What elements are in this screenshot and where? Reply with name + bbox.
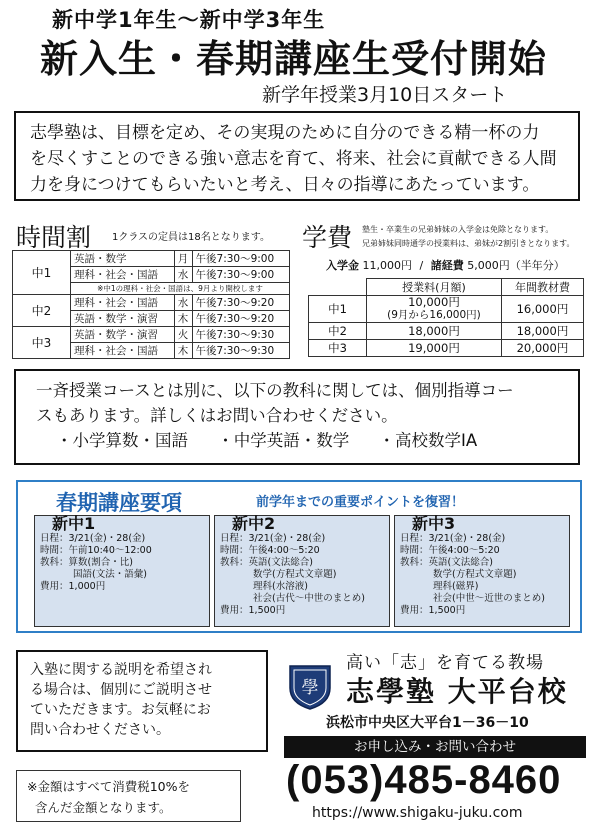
timetable-table bbox=[12, 250, 290, 359]
time-cell: 午後7:30～9:30 bbox=[192, 327, 289, 343]
grade-cell: 中2 bbox=[13, 295, 71, 327]
card-subject: 教科：英語(文法総合) bbox=[400, 557, 493, 568]
intro-line: を尽くすことのできる強い意志を育て、将来、社会に貢献できる人間 bbox=[30, 149, 557, 169]
card-subject: 教科：算数(割合・比) bbox=[40, 557, 133, 568]
fees-note: 塾生・卒業生の兄弟姉妹の入学金は免除となります。 bbox=[362, 225, 554, 234]
tuition-cell bbox=[367, 296, 502, 323]
start-date: 新学年授業3月10日スタート bbox=[262, 84, 508, 106]
time-cell: 午後7:30～9:30 bbox=[192, 343, 289, 359]
time-cell: 午後7:30～9:20 bbox=[192, 295, 289, 311]
spring-card-grade3 bbox=[394, 515, 570, 627]
subject-cell: 理科・社会・国語 bbox=[71, 295, 175, 311]
grade-cell: 中2 bbox=[309, 323, 367, 340]
intro-box bbox=[14, 111, 580, 201]
grade-cell: 中3 bbox=[13, 327, 71, 359]
timetable-note: 1クラスの定員は18名となります。 bbox=[112, 232, 270, 243]
day-cell: 水 bbox=[174, 295, 192, 311]
time-cell: 午後7:30～9:00 bbox=[192, 251, 289, 267]
course-item: ・小学算数・国語 bbox=[56, 431, 188, 450]
card-time: 時間：午前10:40～12:00 bbox=[40, 545, 152, 556]
table-header-row bbox=[309, 279, 584, 296]
card-subject: 社会(古代～中世のまとめ) bbox=[253, 593, 365, 604]
fees-note: 兄弟姉妹同時通学の授業料は、弟妹が2割引きとなります。 bbox=[362, 239, 575, 248]
course-line: 一斉授業コースとは別に、以下の教科に関しては、個別指導コー bbox=[36, 381, 514, 400]
entry-fee-line bbox=[326, 257, 565, 273]
day-cell: 月 bbox=[174, 251, 192, 267]
phone-number[interactable]: (053)485-8460 bbox=[286, 758, 562, 802]
course-line: スもあります。詳しくはお問い合わせください。 bbox=[36, 406, 398, 425]
school-name: 志學塾 大平台校 bbox=[346, 675, 568, 708]
subject-cell: 英語・数学・演習 bbox=[71, 327, 175, 343]
intro-line: 志學塾は、目標を定め、その実現のために自分のできる精一杯の力 bbox=[30, 123, 540, 143]
card-title: 新中3 bbox=[412, 514, 456, 533]
card-time: 時間：午後4:00～5:20 bbox=[400, 545, 500, 556]
day-cell: 水 bbox=[174, 267, 192, 283]
table-row bbox=[309, 340, 584, 357]
time-cell: 午後7:30～9:20 bbox=[192, 311, 289, 327]
school-address: 浜松市中央区大平台1－36－10 bbox=[326, 715, 529, 731]
card-fee: 費用：1,500円 bbox=[220, 605, 286, 616]
day-cell: 木 bbox=[174, 343, 192, 359]
time-cell: 午後7:30～9:00 bbox=[192, 267, 289, 283]
card-date: 日程：3/21(金)・28(金) bbox=[400, 533, 506, 544]
spring-card-grade1 bbox=[34, 515, 210, 627]
tuition-cell: 19,000円 bbox=[367, 340, 502, 357]
subject-cell: 英語・数学 bbox=[71, 251, 175, 267]
card-subject: 数学(方程式文章題) bbox=[433, 569, 517, 580]
table-row bbox=[13, 295, 290, 311]
entry-fee-label: 入学金 bbox=[326, 259, 359, 272]
subject-cell: 理科・社会・国語 bbox=[71, 267, 175, 283]
entry-fee-value: 11,000円 bbox=[362, 259, 412, 272]
grade-cell: 中1 bbox=[309, 296, 367, 323]
spring-title: 春期講座要項 bbox=[56, 491, 182, 515]
school-logo-icon bbox=[286, 662, 334, 710]
inquiry-bar: お申し込み・お問い合わせ bbox=[284, 736, 586, 758]
tax-note-line: ※金額はすべて消費税10%を bbox=[27, 779, 191, 794]
table-row bbox=[13, 251, 290, 267]
materials-header: 年間教材費 bbox=[501, 279, 583, 296]
intro-line: 力を身につけてもらいたいと考え、日々の指導にあたっています。 bbox=[30, 175, 540, 195]
subject-cell: 英語・数学・演習 bbox=[71, 311, 175, 327]
target-grades: 新中学1年生～新中学3年生 bbox=[52, 8, 326, 32]
tuition-value: 10,000円 bbox=[408, 295, 460, 309]
timetable-title: 時間割 bbox=[16, 223, 92, 252]
slogan: 高い「志」を育てる教場 bbox=[346, 653, 544, 673]
explanation-box bbox=[16, 650, 268, 752]
course-list bbox=[36, 428, 558, 453]
misc-fee-value: 5,000円（半年分） bbox=[467, 259, 565, 272]
materials-cell: 20,000円 bbox=[501, 340, 583, 357]
main-title: 新入生・春期講座生受付開始 bbox=[40, 37, 548, 81]
subject-cell: 理科・社会・国語 bbox=[71, 343, 175, 359]
card-subject: 数学(方程式文章題) bbox=[253, 569, 337, 580]
header-blank bbox=[309, 279, 367, 296]
card-fee: 費用：1,000円 bbox=[40, 581, 106, 592]
explain-line: 問い合わせください。 bbox=[30, 722, 170, 738]
explain-line: る場合は、個別にご説明させ bbox=[30, 682, 212, 698]
card-subject: 社会(中世～近世のまとめ) bbox=[433, 593, 545, 604]
card-date: 日程：3/21(金)・28(金) bbox=[220, 533, 326, 544]
fee-separator: / bbox=[419, 259, 424, 272]
explain-line: ていただきます。お気軽にお bbox=[30, 702, 211, 718]
card-subject: 理科(磁界) bbox=[433, 581, 479, 592]
card-subject: 理科(水溶液) bbox=[253, 581, 308, 592]
tuition-note: (9月から16,000円) bbox=[387, 309, 481, 321]
card-title: 新中2 bbox=[232, 514, 276, 533]
card-subject: 教科：英語(文法総合) bbox=[220, 557, 313, 568]
tuition-header: 授業料(月額) bbox=[367, 279, 502, 296]
materials-cell: 16,000円 bbox=[501, 296, 583, 323]
website-link[interactable]: https://www.shigaku-juku.com bbox=[312, 805, 523, 821]
card-fee: 費用：1,500円 bbox=[400, 605, 466, 616]
table-row bbox=[309, 323, 584, 340]
fees-title: 学費 bbox=[302, 223, 353, 252]
grade-cell: 中3 bbox=[309, 340, 367, 357]
tax-note-line: 含んだ金額となります。 bbox=[35, 800, 172, 815]
misc-fee-label: 諸経費 bbox=[430, 259, 464, 272]
card-subject: 国語(文法・語彙) bbox=[73, 569, 147, 580]
card-time: 時間：午後4:00～5:20 bbox=[220, 545, 320, 556]
day-cell: 火 bbox=[174, 327, 192, 343]
spring-card-grade2 bbox=[214, 515, 390, 627]
card-date: 日程：3/21(金)・28(金) bbox=[40, 533, 146, 544]
card-title: 新中1 bbox=[52, 514, 96, 533]
grade-cell: 中1 bbox=[13, 251, 71, 295]
individual-course-box bbox=[14, 369, 580, 465]
table-row bbox=[309, 296, 584, 323]
tuition-cell: 18,000円 bbox=[367, 323, 502, 340]
explain-line: 入塾に関する説明を希望され bbox=[30, 662, 212, 678]
tax-note-box bbox=[16, 770, 241, 822]
logo-glyph: 學 bbox=[301, 678, 319, 698]
fee-table bbox=[308, 278, 584, 357]
day-cell: 木 bbox=[174, 311, 192, 327]
table-row bbox=[13, 327, 290, 343]
course-item: ・高校数学ⅠA bbox=[378, 431, 478, 450]
row-note: ※中1の理科・社会・国語は、9月より開校します bbox=[71, 283, 290, 295]
course-item: ・中学英語・数学 bbox=[217, 431, 350, 450]
spring-subtitle: 前学年までの重要ポイントを復習！ bbox=[256, 495, 465, 510]
materials-cell: 18,000円 bbox=[501, 323, 583, 340]
